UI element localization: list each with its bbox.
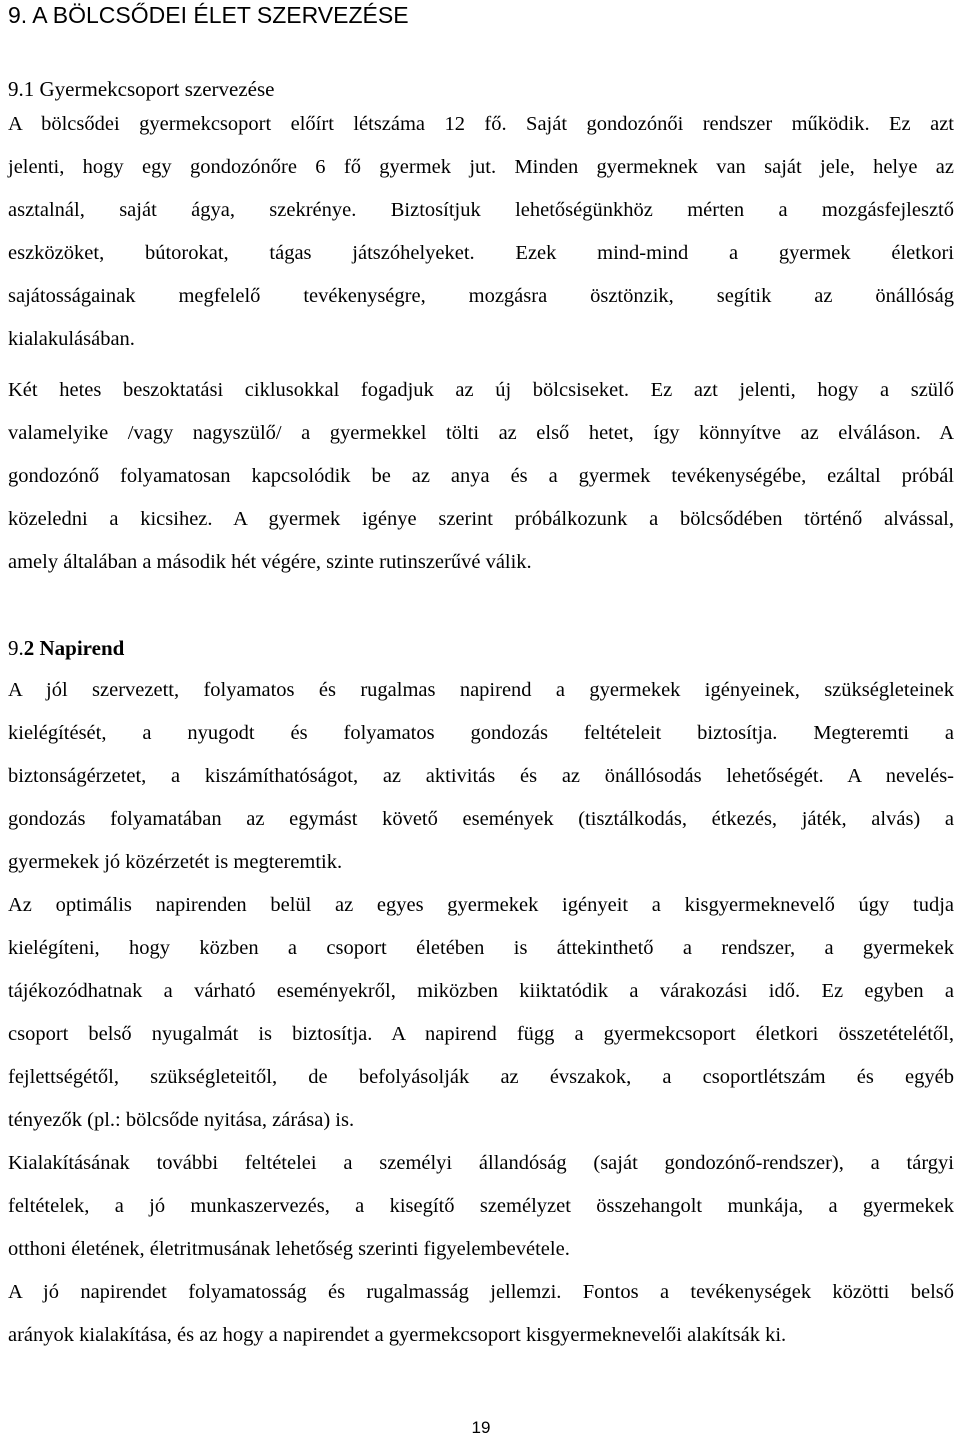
text-line: valamelyike /vagy nagyszülő/ a gyermekkel tölti az első hetet, így könnyítve az elváláson. A [8, 422, 954, 444]
text-line: kialakulásában. [8, 328, 135, 350]
section-number: 9. [8, 636, 24, 660]
paragraph-jo-napirend [8, 1271, 954, 1357]
text-line: tényezők (pl.: bölcsőde nyitása, zárása) is. [8, 1109, 355, 1131]
text-line: biztonságérzetet, a kiszámíthatóságot, az aktivitás és az önállósodás lehetőségét. A nevelés- [8, 765, 954, 787]
text-line: közeledni a kicsihez. A gyermek igénye szerint próbálkozunk a bölcsődében történő alvással, [8, 508, 954, 530]
page-number: 19 [471, 1418, 491, 1437]
text-line: tájékozódhatnak a várható eseményekről, miközben kiiktatódik a várakozási idő. Ez egyben a [8, 980, 954, 1002]
section-title-text: 2 Napirend [23, 636, 125, 660]
section-title-napirend [8, 636, 124, 661]
text-line: eszközöket, bútorokat, tágas játszóhelyeket. Ezek mind-mind a gyermek életkori [8, 242, 954, 264]
paragraph-optimalis-napirend [8, 884, 954, 1142]
text-line: arányok kialakítása, és az hogy a napirendet a gyermekcsoport kisgyermeknevelői alakítsák ki. [8, 1324, 787, 1346]
text-line: A jó napirendet folyamatosság és rugalmasság jellemzi. Fontos a tevékenységek közötti belső [8, 1281, 954, 1303]
text-line: asztalnál, saját ágya, szekrénye. Biztosítjuk lehetőségünkhöz mérten a mozgásfejlesztő [8, 199, 954, 221]
text-line: Kialakításának további feltételei a személyi állandóság (saját gondozónő-rendszer), a tárgyi [8, 1152, 954, 1174]
text-line: gondozónő folyamatosan kapcsolódik be az anya és a gyermek tevékenységébe, ezáltal próbál [8, 465, 954, 487]
text-line: sajátosságainak megfelelő tevékenységre, mozgásra ösztönzik, segítik az önállóság [8, 285, 954, 307]
section-title-gyermekcsoport: 9.1 Gyermekcsoport szervezése [8, 77, 275, 101]
text-line: gyermekek jó közérzetét is megteremtik. [8, 851, 343, 873]
paragraph-napirend-intro [8, 669, 954, 884]
text-line: jelenti, hogy egy gondozónőre 6 fő gyermek jut. Minden gyermeknek van saját jele, helye az [8, 156, 954, 178]
text-line: csoport belső nyugalmát is biztosítja. A napirend függ a gyermekcsoport életkori összetételétől, [8, 1023, 954, 1045]
chapter-title: 9. A BÖLCSŐDEI ÉLET SZERVEZÉSE [8, 2, 409, 28]
text-line: kielégítését, a nyugodt és folyamatos gondozás feltételeit biztosítja. Megteremti a [8, 722, 954, 744]
paragraph-beszoktatas [8, 369, 954, 584]
text-line: gondozás folyamatában az egymást követő események (tisztálkodás, étkezés, játék, alvás) a [8, 808, 954, 830]
paragraph-kialakitas [8, 1142, 954, 1271]
text-line: feltételek, a jó munkaszervezés, a kisegítő személyzet összehangolt munkája, a gyermekek [8, 1195, 954, 1217]
text-line: Két hetes beszoktatási ciklusokkal fogadjuk az új bölcsiseket. Ez azt jelenti, hogy a szülő [8, 379, 954, 401]
paragraph-csoport [8, 103, 954, 361]
text-line: A jól szervezett, folyamatos és rugalmas napirend a gyermekek igényeinek, szükségleteinek [8, 679, 954, 701]
text-line: kielégíteni, hogy közben a csoport életében is áttekinthető a rendszer, a gyermekek [8, 937, 954, 959]
text-line: Az optimális napirenden belül az egyes gyermekek igényeit a kisgyermeknevelő úgy tudja [8, 894, 954, 916]
text-line: otthoni életének, életritmusának lehetőség szerinti figyelembevétele. [8, 1238, 570, 1260]
text-line: A bölcsődei gyermekcsoport előírt létszáma 12 fő. Saját gondozónői rendszer működik. Ez azt [8, 113, 954, 135]
text-line: fejlettségétől, szükségleteitől, de befolyásolják az évszakok, a csoportlétszám és egyéb [8, 1066, 954, 1088]
text-line: amely általában a második hét végére, szinte rutinszerűvé válik. [8, 551, 532, 573]
